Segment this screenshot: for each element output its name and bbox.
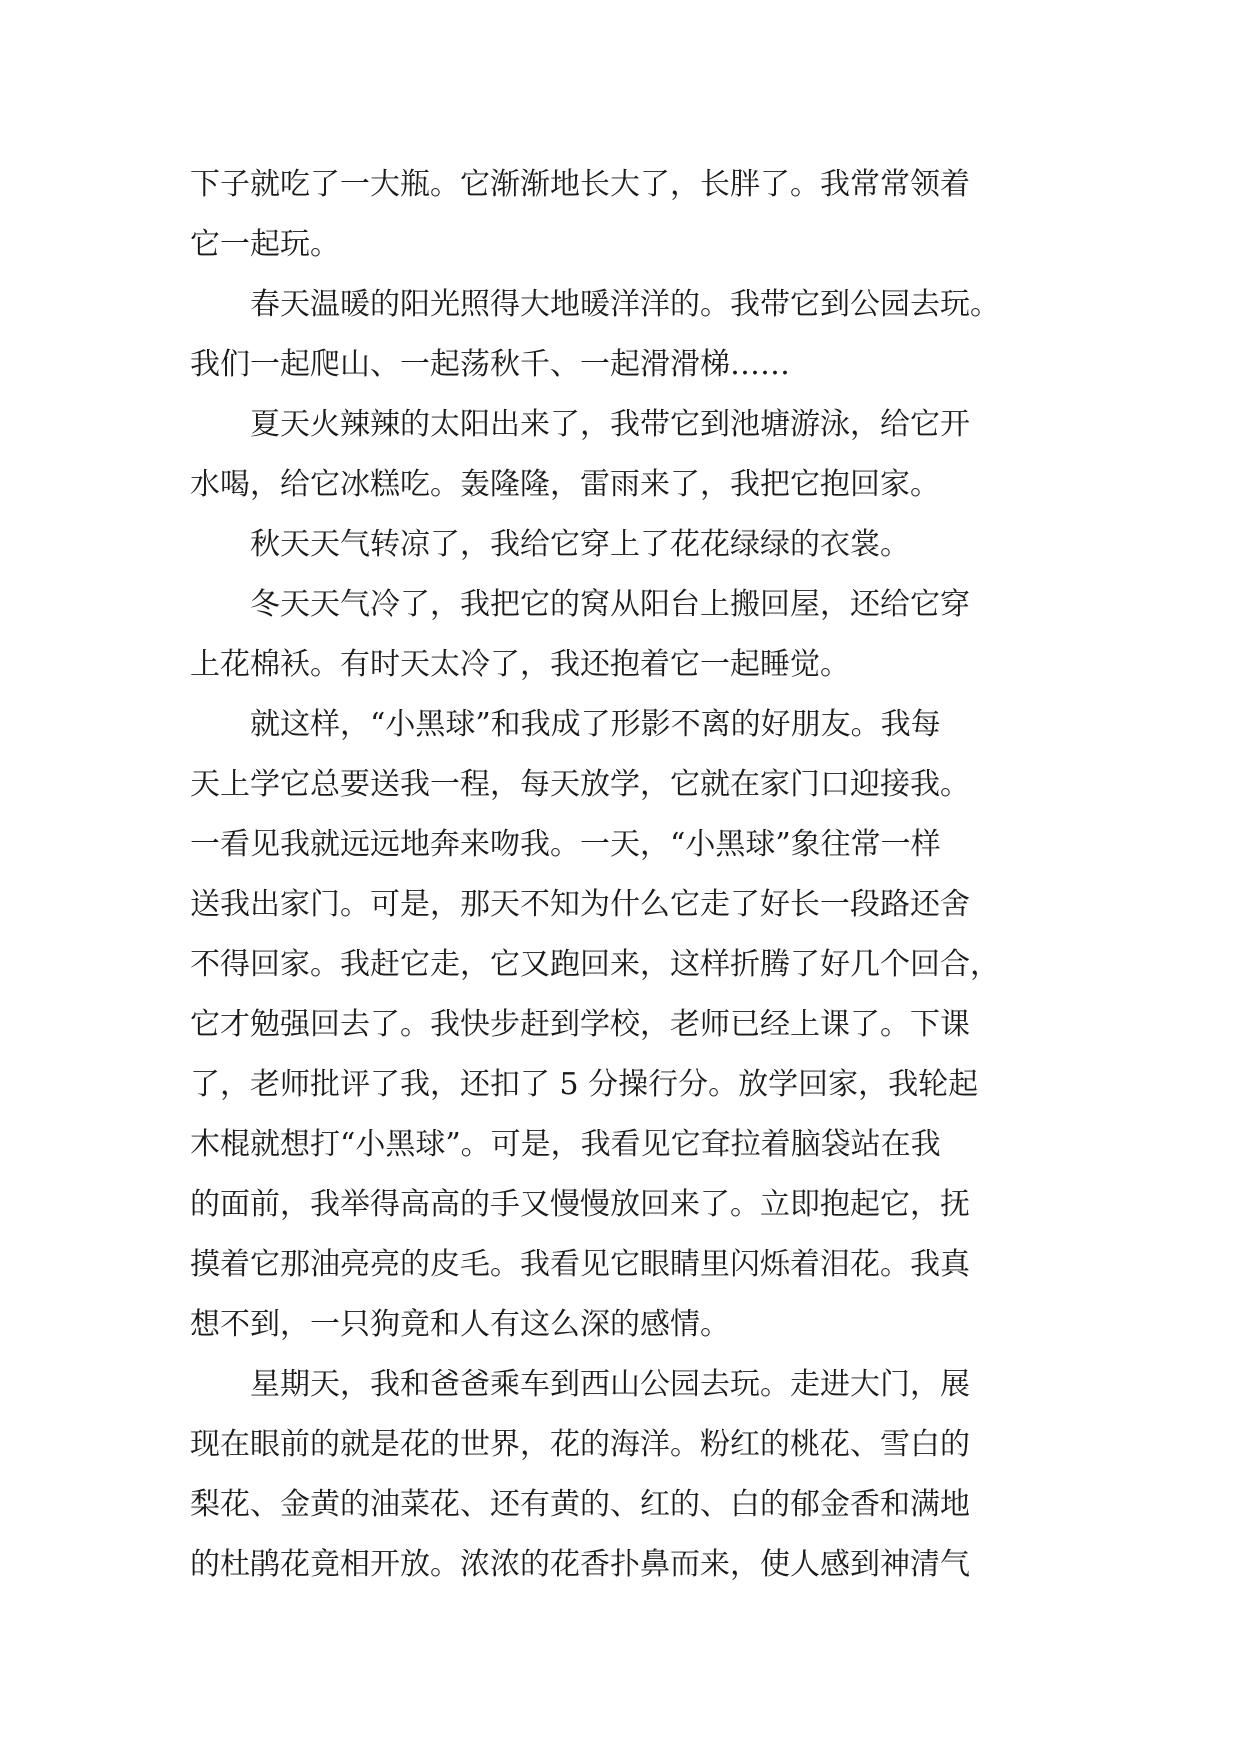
- text-line: 春天温暖的阳光照得大地暖洋洋的。我带它到公园去玩。: [190, 287, 1000, 322]
- text-line: 摸着它那油亮亮的皮毛。我看见它眼睛里闪烁着泪花。我真: [190, 1247, 970, 1282]
- text-line: 星期天，我和爸爸乘车到西山公园去玩。走进大门，展: [190, 1367, 970, 1402]
- text-line: 它一起玩。: [190, 227, 340, 262]
- text-line: 就这样，“小黑球”和我成了形影不离的好朋友。我每: [190, 707, 941, 742]
- text-line: 的面前，我举得高高的手又慢慢放回来了。立即抱起它，抚: [190, 1187, 970, 1222]
- text-line: 我们一起爬山、一起荡秋千、一起滑滑梯……: [190, 347, 790, 382]
- text-line: 上花棉袄。有时天太冷了，我还抱着它一起睡觉。: [190, 647, 850, 682]
- paragraph: [190, 155, 1090, 275]
- text-line: 梨花、金黄的油菜花、还有黄的、红的、白的郁金香和满地: [190, 1487, 970, 1522]
- text-line: 冬天天气冷了，我把它的窝从阳台上搬回屋，还给它穿: [190, 587, 970, 622]
- text-line: 它才勉强回去了。我快步赶到学校，老师已经上课了。下课: [190, 1007, 970, 1042]
- paragraph: [190, 695, 1090, 1355]
- paragraph: [190, 395, 1090, 515]
- paragraph: [190, 575, 1090, 695]
- essay-body: [190, 155, 1090, 1595]
- text-line: 现在眼前的就是花的世界，花的海洋。粉红的桃花、雪白的: [190, 1427, 970, 1462]
- text-line: 一看见我就远远地奔来吻我。一天，“小黑球”象往常一样: [190, 827, 941, 862]
- text-line: 天上学它总要送我一程，每天放学，它就在家门口迎接我。: [190, 767, 970, 802]
- text-line: 下子就吃了一大瓶。它渐渐地长大了，长胖了。我常常领着: [190, 167, 970, 202]
- paragraph: [190, 275, 1090, 395]
- text-line: 水喝，给它冰糕吃。轰隆隆，雷雨来了，我把它抱回家。: [190, 467, 940, 502]
- text-line: 送我出家门。可是，那天不知为什么它走了好长一段路还舍: [190, 887, 970, 922]
- text-line: 不得回家。我赶它走，它又跑回来，这样折腾了好几个回合，: [190, 947, 1000, 982]
- text-line: 想不到，一只狗竟和人有这么深的感情。: [190, 1307, 730, 1342]
- paragraph: [190, 1355, 1090, 1595]
- text-line: 木棍就想打“小黑球”。可是，我看见它耷拉着脑袋站在我: [190, 1127, 941, 1162]
- text-line: 的杜鹃花竟相开放。浓浓的花香扑鼻而来，使人感到神清气: [190, 1547, 970, 1582]
- text-line: 了，老师批评了我，还扣了 5 分操行分。放学回家，我轮起: [190, 1067, 979, 1102]
- text-line: 夏天火辣辣的太阳出来了，我带它到池塘游泳，给它开: [190, 407, 970, 442]
- text-line: 秋天天气转凉了，我给它穿上了花花绿绿的衣裳。: [190, 527, 910, 562]
- paragraph: [190, 515, 1090, 575]
